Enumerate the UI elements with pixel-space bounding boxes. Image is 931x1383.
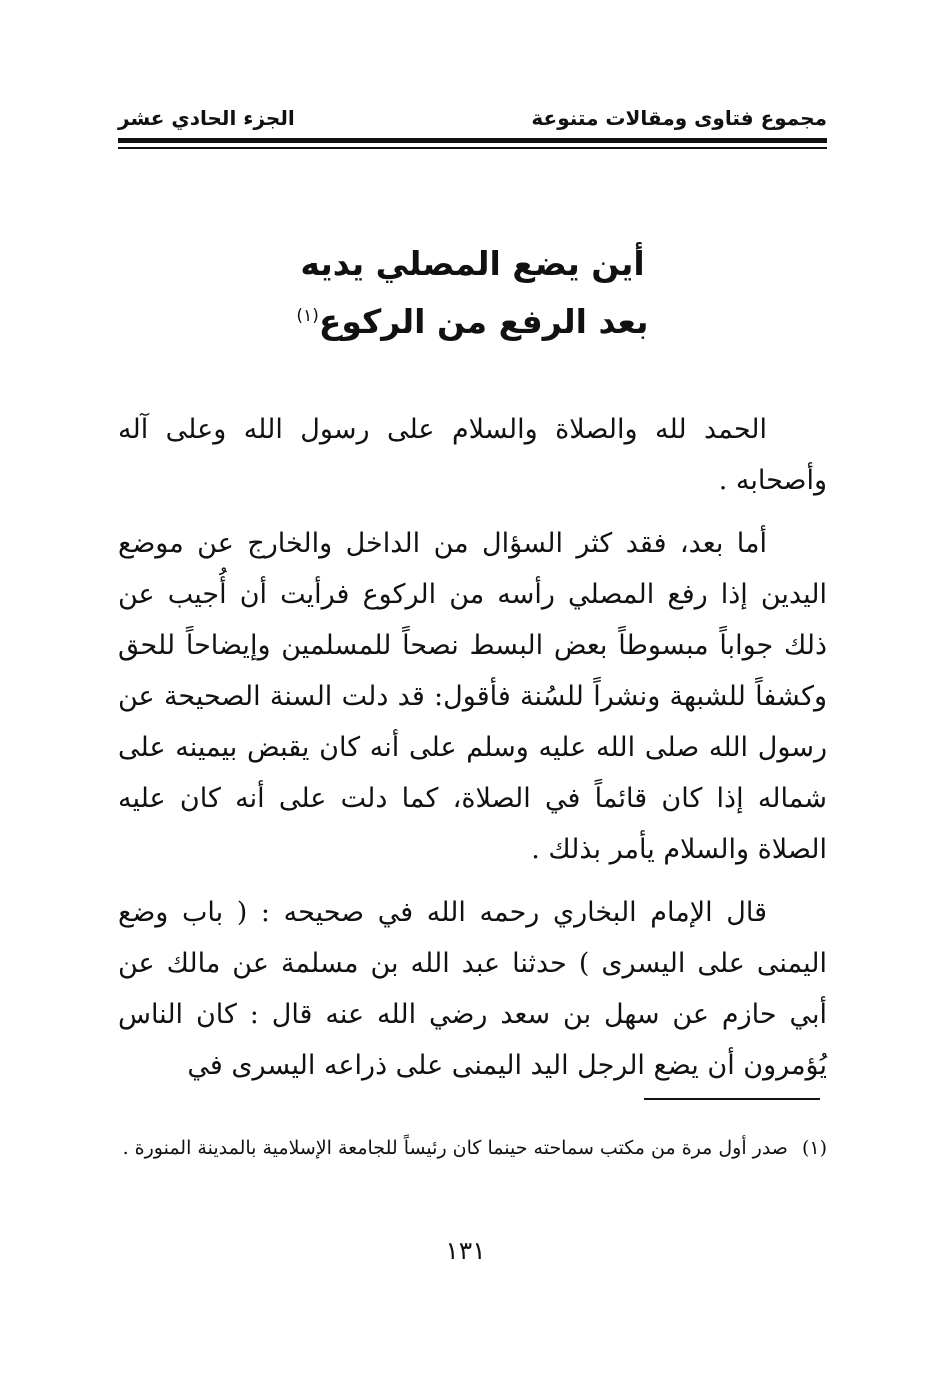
volume-label: الجزء الحادي عشر [118, 106, 295, 130]
paragraph: أما بعد، فقد كثر السؤال من الداخل والخارج عن موضع اليدين إذا رفع المصلي رأسه من الركوع فرأيت أن أُجيب عن ذلك جواباً مبسوطاً بعض البسط نصحاً للمسلمين وإيضاحاً للحق وكشفاً للشبهة ونشراً للسُنة فأقول: قد دلت السنة الصحيحة عن رسول الله صلى الله عليه وسلم على أنه كان يقبض بيمينه على شماله إذا كان قائماً في الصلاة، كما دلت على أنه كان عليه الصلاة والسلام يأمر بذلك . [118, 528, 827, 865]
footnote [118, 1132, 827, 1164]
title-line-2 [118, 290, 827, 348]
header-rule [118, 138, 827, 143]
body-text [118, 404, 827, 1103]
paragraph: قال الإمام البخاري رحمه الله في صحيحه : ( باب وضع اليمنى على اليسرى ) حدثنا عبد الله بن مسلمة عن مالك عن أبي حازم عن سهل بن سعد رضي الله عنه قال : كان الناس يُؤمرون أن يضع الرجل اليد اليمنى على ذراعه اليسرى في [118, 897, 827, 1081]
footnote-number: (١) [801, 1137, 827, 1159]
header-rule-thin [118, 147, 827, 149]
paragraph: الحمد لله والصلاة والسلام على رسول الله وعلى آله وأصحابه . [118, 414, 827, 496]
page-number: ١٣١ [445, 1236, 486, 1265]
book-title: مجموع فتاوى ومقالات متنوعة [531, 106, 827, 130]
title-line-2-text: بعد الرفع من الركوع [318, 302, 649, 341]
title-line-1: أين يضع المصلي يديه [300, 244, 645, 283]
footnote-reference: (١) [296, 306, 319, 326]
article-title [118, 238, 827, 348]
footnote-separator [644, 1098, 820, 1100]
running-header [118, 96, 827, 130]
footnote-text: صدر أول مرة من مكتب سماحته حينما كان رئيساً للجامعة الإسلامية بالمدينة المنورة . [122, 1137, 788, 1159]
